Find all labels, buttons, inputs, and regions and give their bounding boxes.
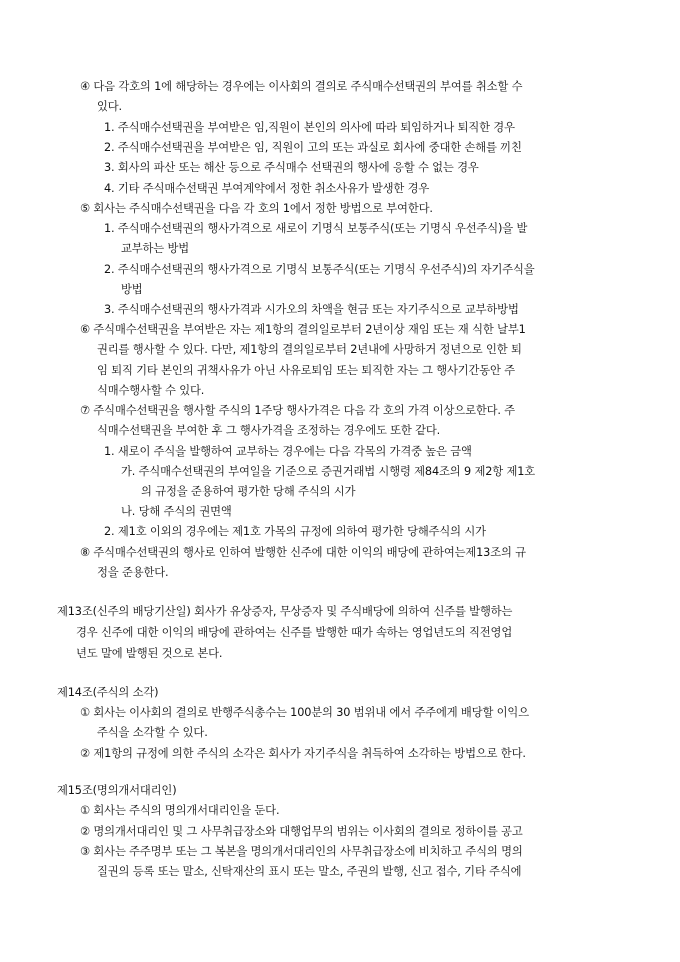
art15-item1: ① 회사는 주식의 명의개서대리인을 둔다. xyxy=(80,804,280,817)
art15-item3-line1: ③ 회사는 주주명부 또는 그 복본을 명의개서대리인의 사무취급장소에 비치하고 주식의 명의 xyxy=(80,845,523,858)
art12-item6-line3: 임 퇴직 기타 본인의 귀책사유가 아닌 사유로퇴임 또는 퇴직한 자는 그 행사기간동안 주 xyxy=(97,364,515,377)
art12-item7-line1: ⑦ 주식매수선택권을 행사할 주식의 1주당 행사가격은 다음 각 호의 가격 이상으로한다. 주 xyxy=(80,404,516,417)
art12-item4-sub3: 3. 회사의 파산 또는 해산 등으로 주식매수 선택권의 행사에 응할 수 없는 경우 xyxy=(104,161,479,174)
art15-heading: 제15조(명의개서대리인) xyxy=(57,784,177,797)
art13-line3: 년도 말에 발행된 것으로 본다. xyxy=(76,647,223,660)
art12-item5-sub3: 3. 주식매수선택권의 행사가격과 시가오의 차액을 현금 또는 자기주식으로 교부하방법 xyxy=(104,303,519,316)
art12-item4-sub1: 1. 주식매수선택권을 부여받은 임,직원이 본인의 의사에 따라 퇴임하거나 퇴직한 경우 xyxy=(104,121,515,134)
art12-item5-sub1-line2: 교부하는 방법 xyxy=(121,242,190,255)
art12-item5-sub2-line1: 2. 주식매수선택권의 행사가격으로 기명식 보통주식(또는 기명식 우선주식)의 자기주식을 xyxy=(104,263,535,276)
art12-item4-sub2: 2. 주식매수선택권을 부여받은 임, 직원이 고의 또는 과실로 회사에 중대한 손해를 끼친 xyxy=(104,141,522,154)
art12-item7-sub2: 2. 제1호 이외의 경우에는 제1호 가목의 규정에 의하여 평가한 당해주식의 시가 xyxy=(104,525,486,538)
art12-item5: ⑤ 회사는 주식매수선택권을 다음 각 호의 1에서 정한 방법으로 부여한다. xyxy=(80,202,433,215)
art12-item5-sub2-line2: 방법 xyxy=(121,283,143,296)
art13-line2: 경우 신주에 대한 이익의 배당에 관하여는 신주를 발행한 때가 속하는 영업년도의 직전영업 xyxy=(76,626,513,639)
art14-heading: 제14조(주식의 소각) xyxy=(57,686,159,699)
art13-line1: 제13조(신주의 배당기산일) 회사가 유상증자, 무상증자 및 주식배당에 의하여 신주를 발행하는 xyxy=(57,605,513,618)
art12-item6-line4: 식매수행사할 수 있다. xyxy=(97,384,205,397)
art15-item2: ② 명의개서대리인 및 그 사무취급장소와 대행업무의 범위는 이사회의 결의로 정하이를 공고 xyxy=(80,825,523,838)
art12-item6-line2: 권리를 행사할 수 있다. 다만, 제1항의 결의일로부터 2년내에 사망하거 정년으로 인한 퇴 xyxy=(97,343,522,356)
art14-item1-line2: 주식을 소각할 수 있다. xyxy=(97,726,208,739)
art12-item7-sub1-na: 나. 당해 주식의 권면액 xyxy=(121,505,232,518)
art12-item7-sub1-ga-line1: 가. 주식매수선택권의 부여일을 기준으로 증권거래법 시행령 제84조의 9 제2항 제1호 xyxy=(121,465,536,478)
art12-item7-sub1: 1. 새로이 주식을 발행하여 교부하는 경우에는 다음 각목의 가격중 높은 금액 xyxy=(104,445,472,458)
art12-item4-sub4: 4. 기타 주식매수선택권 부여계약에서 정한 취소사유가 발생한 경우 xyxy=(104,182,430,195)
art12-item6-line1: ⑥ 주식매수선택권을 부여받은 자는 제1항의 결의일로부터 2년이상 재임 또는 재 식한 날부1 xyxy=(80,323,526,336)
art12-item8-line2: 정을 준용한다. xyxy=(97,566,169,579)
art12-item4-line2: 있다. xyxy=(97,100,122,113)
art14-item1-line1: ① 회사는 이사회의 결의로 반행주식총수는 100분의 30 범위내 에서 주주에게 배당할 이익으 xyxy=(80,706,529,719)
art12-item8-line1: ⑧ 주식매수선택권의 행사로 인하여 발행한 신주에 대한 이익의 배당에 관하여는제13조의 규 xyxy=(80,546,526,559)
art14-item2: ② 제1항의 규정에 의한 주식의 소각은 회사가 자기주식을 취득하여 소각하는 방법으로 한다. xyxy=(80,747,526,760)
art12-item7-sub1-ga-line2: 의 규정을 준용하여 평가한 당해 주식의 시가 xyxy=(141,485,356,498)
art12-item7-line2: 식매수선택권을 부여한 후 그 행사가격을 조정하는 경우에도 또한 같다. xyxy=(97,424,441,437)
art15-item3-line2: 질권의 등록 또는 말소, 신탁재산의 표시 또는 말소, 주권의 발행, 신고 접수, 기타 주식에 xyxy=(97,865,522,878)
art12-item5-sub1-line1: 1. 주식매수선택권의 행사가격으로 새로이 기명식 보통주식(또는 기명식 우선주식)을 발 xyxy=(104,222,528,235)
art12-item4-line1: ④ 다음 각호의 1에 해당하는 경우에는 이사회의 결의로 주식매수선택권의 부여를 취소할 수 xyxy=(80,80,523,93)
